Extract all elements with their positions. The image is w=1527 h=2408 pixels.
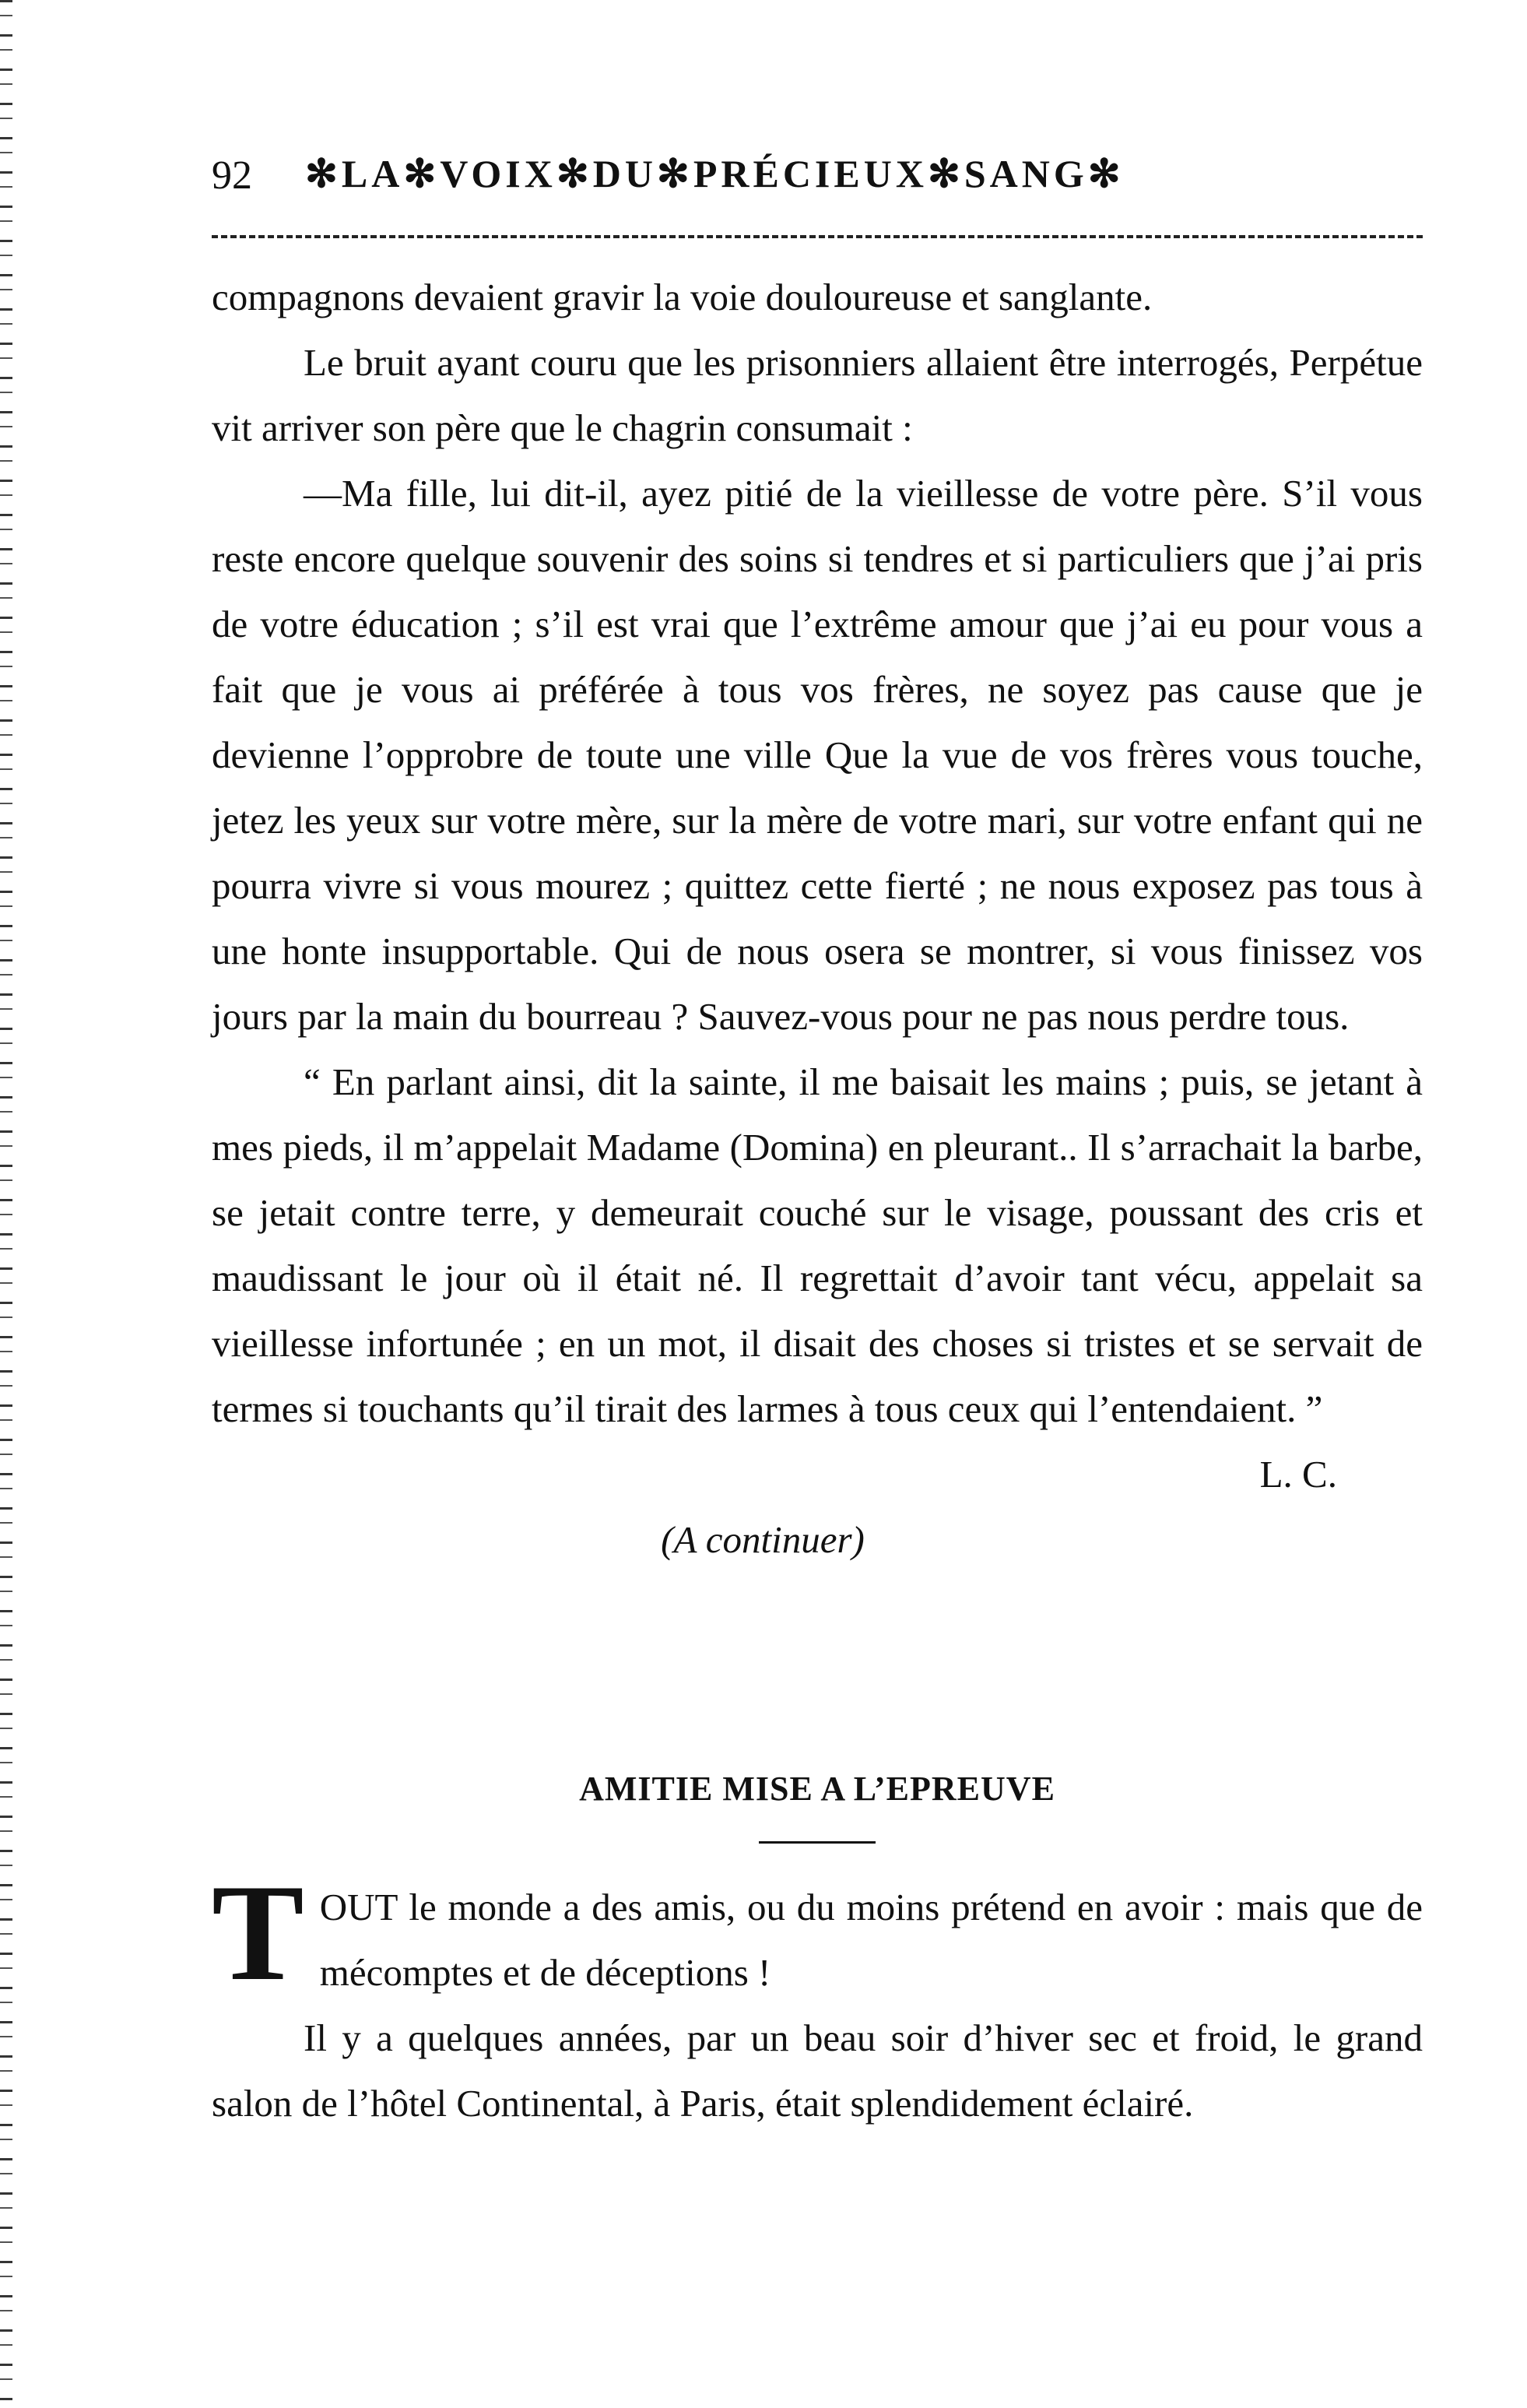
paragraph-father-speech: —Ma fille, lui dit-il, ayez pitié de la vieillesse de votre père. S’il vous reste encore quelque souvenir des soins si tendres et si particuliers que j’ai pris de votre éducation ; s’il est vrai que l’extrême amour que j’ai eu pour vous a fait que je vous ai préférée à tous vos frères, ne soyez pas cause que je devienne l’opprobre de toute une ville Que la vue de vos frères vous touche, jetez les yeux sur votre mère, sur la mère de votre mari, sur votre enfant qui ne pourra vivre si vous mourez ; quittez cette fierté ; ne nous exposez pas tous à une honte insupportable. Qui de nous osera se montrer, si vous finissez vos jours par la main du bourreau ? Sauvez-vous pour ne pas nous perdre tous. xyxy=(212,472,1423,1038)
paragraph-continuation: compagnons devaient gravir la voie douloureuse et sanglante. xyxy=(212,276,1153,318)
article-title: AMITIE MISE A L’EPREUVE xyxy=(579,1770,1055,1808)
title-divider xyxy=(759,1841,876,1844)
article-text xyxy=(212,1855,1423,2136)
article-first-paragraph xyxy=(212,1855,1423,2009)
scan-edge xyxy=(0,0,12,2408)
author-signature: L. C. xyxy=(1259,1453,1337,1496)
drop-cap: T xyxy=(212,1855,304,2009)
first-paragraph-text: OUT le monde a des amis, ou du moins prétend en avoir : mais que de mécomptes et de déceptions ! xyxy=(319,1886,1423,1994)
header-divider xyxy=(212,235,1423,238)
paragraph-saint-quote: “ En parlant ainsi, dit la sainte, il me baisait les mains ; puis, se jetant à mes pieds, il m’appelait Madame (Domina) en pleurant.. Il s’arrachait la barbe, se jetait contre terre, y demeurait couché sur le visage, poussant des cris et maudissant le jour où il était né. Il regrettait d’avoir tant vécu, appelait sa vieillesse infortunée ; en un mot, il disait des choses si tristes et se servait de termes si touchants qu’il tirait des larmes à tous ceux qui l’entendaient. ” xyxy=(212,1060,1423,1430)
paragraph: Le bruit ayant couru que les prisonniers allaient être interrogés, Perpétue vit arriver son père que le chagrin consumait : xyxy=(212,341,1423,449)
to-be-continued: (A continuer) xyxy=(661,1518,865,1561)
page-header xyxy=(212,148,1423,218)
article-second-paragraph: Il y a quelques années, par un beau soir d’hiver sec et froid, le grand salon de l’hôtel Continental, à Paris, était splendidement éclairé. xyxy=(212,2016,1423,2125)
page-number: 92 xyxy=(212,153,252,198)
running-head: ✻LA✻VOIX✻DU✻PRÉCIEUX✻SANG✻ xyxy=(305,152,1125,195)
chapter-text xyxy=(212,265,1423,1442)
page xyxy=(212,148,1423,2136)
